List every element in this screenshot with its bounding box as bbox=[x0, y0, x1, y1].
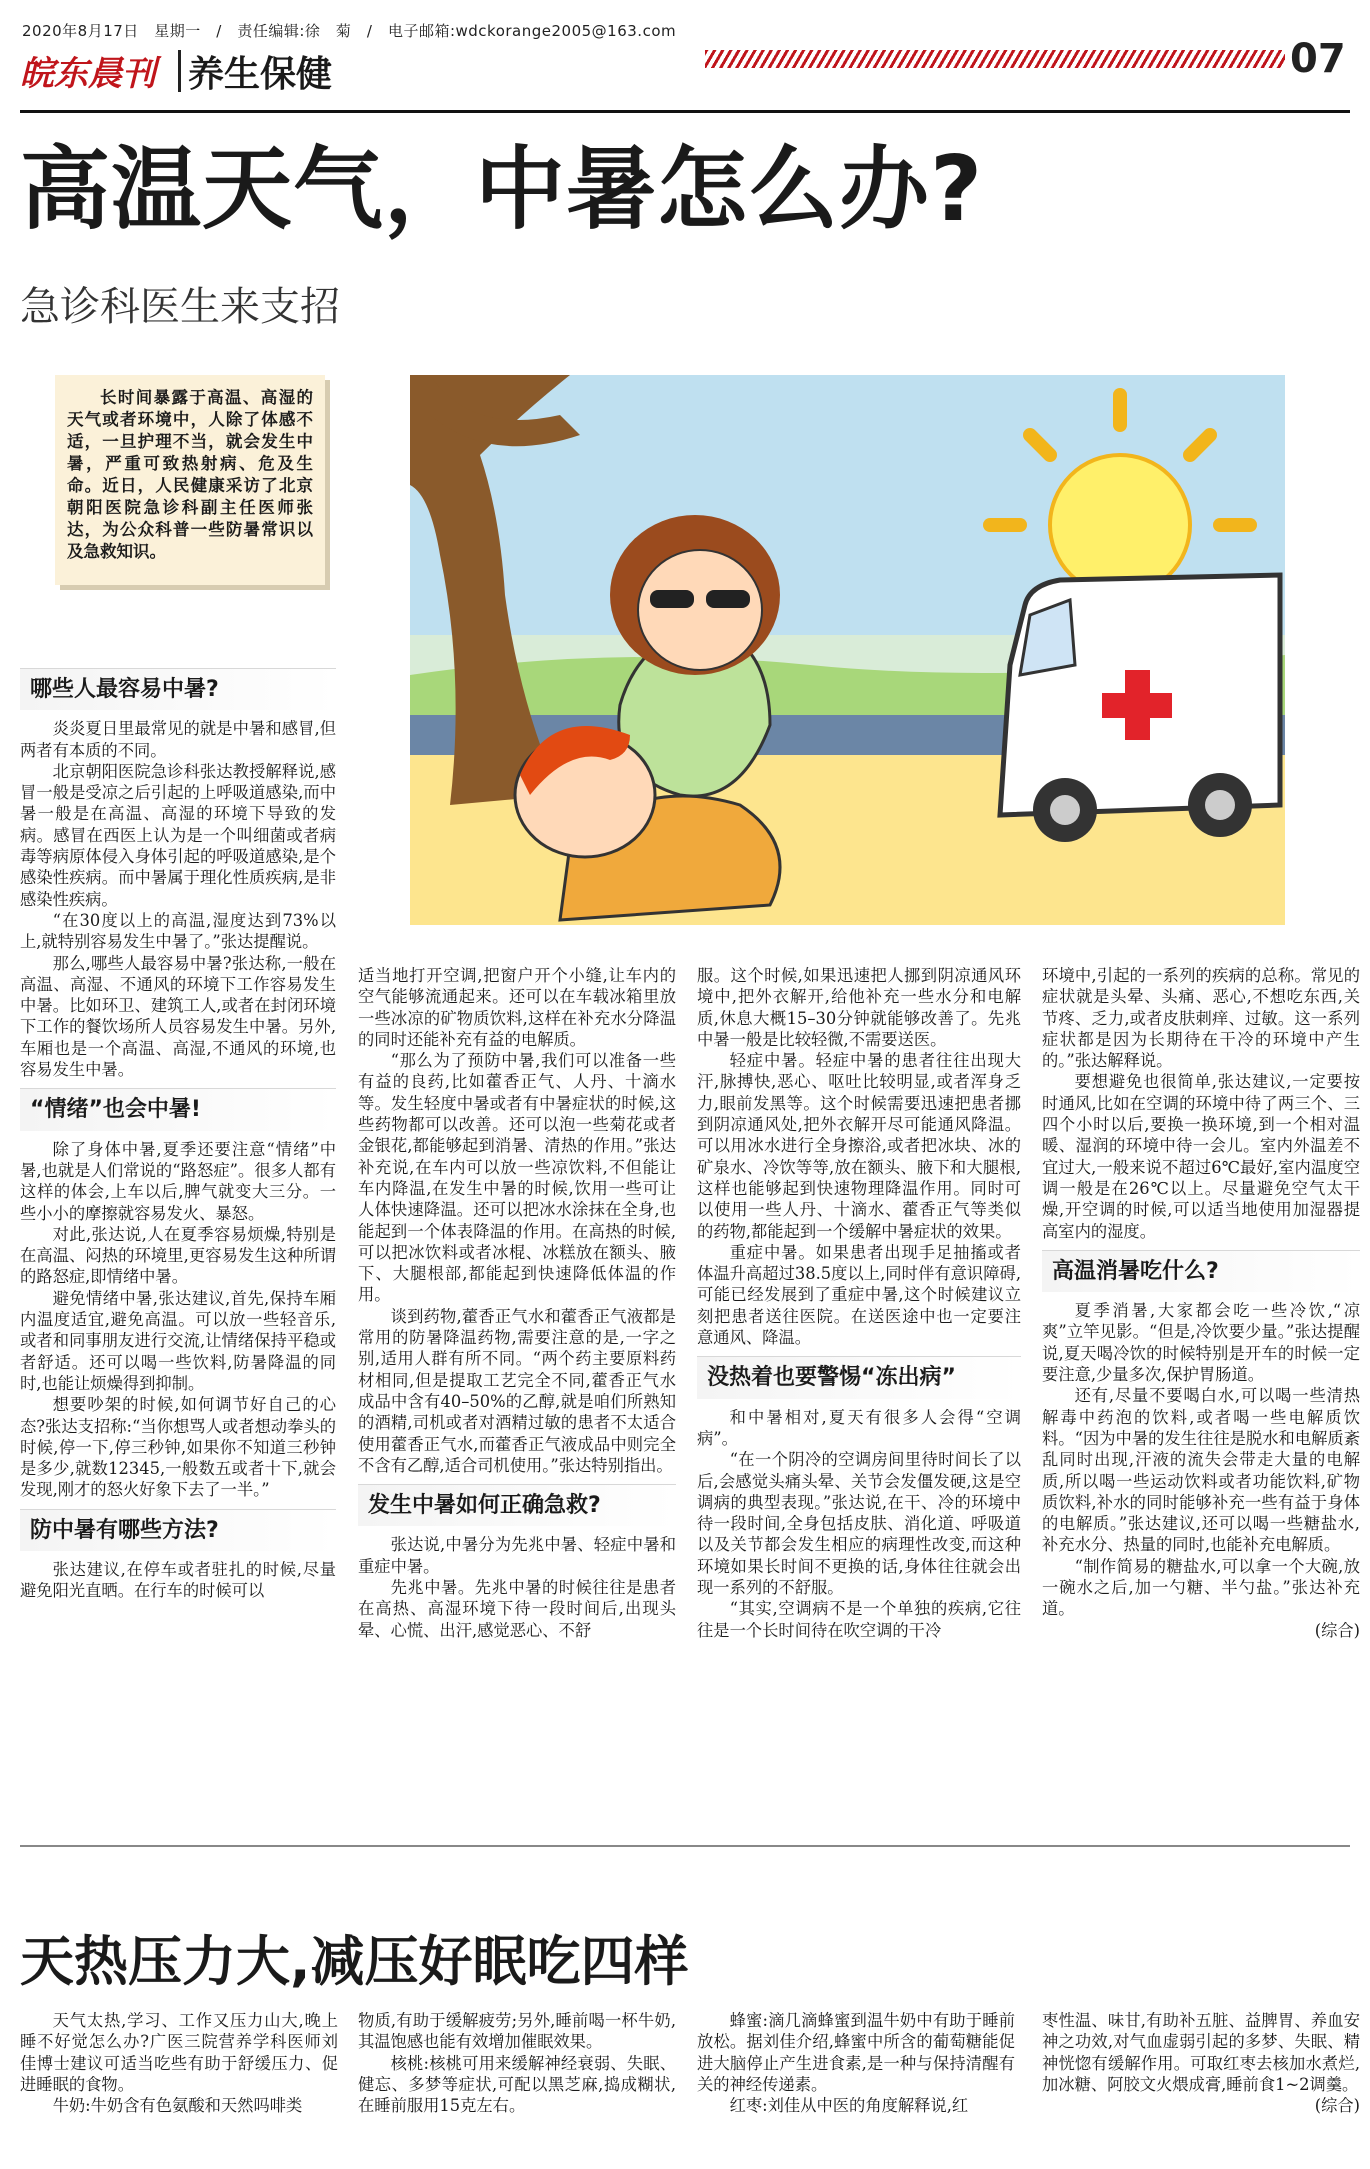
paragraph: 红枣:刘佳从中医的角度解释说,红 bbox=[729, 2096, 969, 2116]
article-headline: 高温天气，中暑怎么办? bbox=[20, 137, 984, 242]
paragraph: 环境中,引起的一系列的疾病的总称。常见的症状就是头晕、头痛、恶心,不想吃东西,关节疼、乏力,或者皮肤刺痒、过敏。这一系列症状都是因为长期待在干冷的环境中产生的。”张达解释说。 bbox=[1042, 966, 1360, 1071]
article2-column-2 bbox=[358, 2010, 676, 2116]
paragraph: 天气太热,学习、工作又压力山大,晚上睡不好觉怎么办?广医三院营养学科医师刘佳博士建议可适当吃些有助于舒缓压力、促进睡眠的食物。 bbox=[20, 2011, 338, 2094]
source-note: (综合) bbox=[1314, 1620, 1360, 1640]
top-rule bbox=[20, 110, 1350, 113]
paragraph: 先兆中暑。先兆中暑的时候往往是患者在高热、高湿环境下待一段时间后,出现头晕、心慌、出汗,感觉恶心、不舒 bbox=[358, 1578, 676, 1640]
article2-column-3 bbox=[697, 2010, 1015, 2116]
article-divider bbox=[20, 1845, 1350, 1847]
article-column-2 bbox=[358, 965, 676, 1641]
source-note: (综合) bbox=[1314, 2096, 1360, 2116]
paragraph: 想要吵架的时候,如何调节好自己的心态?张达支招称:“当你想骂人或者想动拳头的时候,停一下,停三秒钟,如果你不知道三秒钟是多少,就数12345,一般数五或者十下,就会发现,刚才的怒火好象下去了一半。” bbox=[20, 1395, 336, 1500]
masthead-stripe-bar bbox=[705, 50, 1285, 68]
paragraph: “在30度以上的高温,湿度达到73%以上,就特别容易发生中暑了。”张达提醒说。 bbox=[20, 910, 336, 952]
page-number: 07 bbox=[1290, 36, 1346, 82]
paragraph: 适当地打开空调,把窗户开个小缝,让车内的空气能够流通起来。还可以在车载冰箱里放一些冰凉的矿物质饮料,这样在补充水分降温的同时还能补充有益的电解质。 bbox=[358, 966, 676, 1049]
paragraph: 那么,哪些人最容易中暑?张达称,一般在高温、高湿、不通风的环境下工作容易发生中暑。比如环卫、建筑工人,或者在封闭环境下工作的餐饮场所人员容易发生中暑。另外,车厢也是一个高温、高湿,不通风的环境,也容易发生中暑。 bbox=[20, 953, 336, 1080]
article2-column-4 bbox=[1042, 2010, 1360, 2116]
paragraph: 炎炎夏日里最常见的就是中暑和感冒,但两者有本质的不同。 bbox=[20, 719, 336, 760]
article2-headline: 天热压力大,减压好眠吃四样 bbox=[20, 1930, 689, 1993]
section-heading-emotion: “情绪”也会中暑! bbox=[20, 1088, 336, 1130]
article-column-1 bbox=[20, 660, 336, 1602]
article2-column-1 bbox=[20, 2010, 338, 2116]
ambulance-icon bbox=[1000, 575, 1280, 842]
paragraph: 重症中暑。如果患者出现手足抽搐或者体温升高超过38.5度以上,同时伴有意识障碍,可能已经发展到了重症中暑,这个时候建议立刻把患者送往医院。在送医途中也一定要注意通风、降温。 bbox=[697, 1242, 1021, 1348]
paragraph: “其实,空调病不是一个单独的疾病,它往往是一个长时间待在吹空调的干冷 bbox=[697, 1599, 1021, 1640]
paragraph: 还有,尽量不要喝白水,可以喝一些清热解毒中药泡的饮料,或者喝一些电解质饮料。“因为中暑的发生往往是脱水和电解质紊乱同时出现,汗液的流失会带走大量的电解质,所以喝一些运动饮料或者功能饮料,矿物质饮料,补水的同时能够补充一些有益于身体的电解质。”张达建议,还可以喝一些糖盐水,补充水分、热量的同时,也能补充电解质。 bbox=[1042, 1386, 1360, 1555]
paragraph: 北京朝阳医院急诊科张达教授解释说,感冒一般是受凉之后引起的上呼吸道感染,而中暑一般是在高温、高湿的环境下导致的发病。感冒在西医上认为是一个叫细菌或者病毒等病原体侵入身体引起的呼吸道感染,是个感染性疾病。而中暑属于理化性质疾病,是非感染性疾病。 bbox=[20, 761, 336, 909]
paragraph: “制作简易的糖盐水,可以拿一个大碗,放一碗水之后,加一勺糖、半勺盐。”张达补充道。 bbox=[1042, 1556, 1360, 1619]
paragraph: 轻症中暑。轻症中暑的患者往往出现大汗,脉搏快,恶心、呕吐比较明显,或者浑身乏力,眼前发黑等。这个时候需要迅速把患者挪到阴凉通风处,把外衣解开尽可能通风降温。可以用冰水进行全身擦浴,或者把冰块、冰的矿泉水、冷饮等等,放在额头、腋下和大腿根,这样也能够起到快速物理降温作用。同时可以使用一些人丹、十滴水、藿香正气等类似的药物,都能起到一个缓解中暑症状的效果。 bbox=[697, 1051, 1021, 1241]
article-column-4 bbox=[1042, 965, 1360, 1641]
section-heading-prevention: 防中暑有哪些方法? bbox=[20, 1509, 336, 1551]
paragraph: “在一个阴冷的空调房间里待时间长了以后,会感觉头痛头晕、关节会发僵发硬,这是空调病的典型表现。”张达说,在干、冷的环境中待一段时间,全身包括皮肤、消化道、呼吸道以及关节都会发生相应的病理性改变,而这种环境如果长时间不更换的话,身体往往就会出现一系列的不舒服。 bbox=[697, 1450, 1021, 1598]
article-subhead: 急诊科医生来支招 bbox=[20, 284, 340, 330]
paragraph: 服。这个时候,如果迅速把人挪到阴凉通风环境中,把外衣解开,给他补充一些水分和电解质,休息大概15–30分钟就能够改善了。先兆中暑一般是比较轻微,不需要送医。 bbox=[697, 966, 1021, 1049]
paragraph: 物质,有助于缓解疲劳;另外,睡前喝一杯牛奶,其温饱感也能有效增加催眠效果。 bbox=[358, 2011, 676, 2052]
masthead-date-line: 2020年8月17日 星期一 / 责任编辑:徐 菊 / 电子邮箱:wdckorange2005@163.com bbox=[22, 22, 677, 40]
paragraph: 对此,张达说,人在夏季容易烦燥,特别是在高温、闷热的环境里,更容易发生这种所谓的路怒症,即情绪中暑。 bbox=[20, 1224, 336, 1287]
paragraph: 夏季消暑,大家都会吃一些冷饮,“凉爽”立竿见影。“但是,冷饮要少量。”张达提醒说,夏天喝冷饮的时候特别是开车的时候一定要注意,少量多次,保护胃肠道。 bbox=[1042, 1301, 1360, 1385]
paragraph: 要想避免也很简单,张达建议,一定要按时通风,比如在空调的环境中待了两三个、三四个小时以后,要换一换环境,到一个相对温暖、湿润的环境中待一会儿。室内外温差不宜过大,一般来说不超过6℃最好,室内温度空调一般是在26℃以上。尽量避免空气太干燥,开空调的时候,可以适当地使用加湿器提高室内的湿度。 bbox=[1042, 1072, 1360, 1241]
heatstroke-illustration bbox=[410, 375, 1285, 925]
section-title: 养生保健 bbox=[188, 54, 333, 95]
intro-box: 长时间暴露于高温、高湿的天气或者环境中，人除了体感不适，一旦护理不当，就会发生中暑，严重可致热射病、危及生命。近日，人民健康采访了北京朝阳医院急诊科副主任医师张达，为公众科普一些防暑常识以及急救知识。 bbox=[55, 375, 325, 585]
paragraph: 和中暑相对,夏天有很多人会得“空调病”。 bbox=[697, 1407, 1021, 1448]
newspaper-logo: 皖东晨刊 bbox=[20, 54, 156, 94]
paragraph: 核桃:核桃可用来缓解神经衰弱、失眠、健忘、多梦等症状,可配以黑芝麻,捣成糊状,在睡前服用15克左右。 bbox=[358, 2053, 676, 2116]
section-heading-food: 高温消暑吃什么? bbox=[1042, 1250, 1360, 1292]
paragraph: 除了身体中暑,夏季还要注意“情绪”中暑,也就是人们常说的“路怒症”。很多人都有这样的体会,上车以后,脾气就变大三分。一些小小的摩擦就容易发火、暴怒。 bbox=[20, 1139, 336, 1223]
paragraph: 蜂蜜:滴几滴蜂蜜到温牛奶中有助于睡前放松。据刘佳介绍,蜂蜜中所含的葡萄糖能促进大脑停止产生进食素,是一种与保持清醒有关的神经传递素。 bbox=[697, 2011, 1015, 2094]
section-heading-ac-sickness: 没热着也要警惕“冻出病” bbox=[697, 1356, 1021, 1398]
paragraph: 张达说,中暑分为先兆中暑、轻症中暑和重症中暑。 bbox=[358, 1535, 676, 1576]
masthead-divider bbox=[178, 50, 181, 92]
paragraph: 牛奶:牛奶含有色氨酸和天然吗啡类 bbox=[52, 2096, 303, 2116]
paragraph: “那么为了预防中暑,我们可以准备一些有益的良药,比如藿香正气、人丹、十滴水等。发生轻度中暑或者有中暑症状的时候,这些药物都可以改善。还可以泡一些菊花或者金银花,都能够起到消暑、清热的作用。”张达补充说,在车内可以放一些凉饮料,不但能让车内降温,在发生中暑的时候,饮用一些可让人体快速降温。还可以把冰水涂抹在全身,也能起到一个体表降温的作用。在高热的时候,可以把冰饮料或者冰棍、冰糕放在额头、腋下、大腿根部,都能起到快速降低体温的作用。 bbox=[358, 1051, 676, 1305]
paragraph: 枣性温、味甘,有助补五脏、益脾胃、养血安神之功效,对气血虚弱引起的多梦、失眠、精神恍惚有缓解作用。可取红枣去核加水煮烂,加冰糖、阿胶文火煨成膏,睡前食1~2调羹。 bbox=[1042, 2011, 1360, 2094]
section-heading-first-aid: 发生中暑如何正确急救? bbox=[358, 1484, 676, 1526]
section-heading-who: 哪些人最容易中暑? bbox=[20, 668, 336, 710]
article-column-3 bbox=[697, 965, 1021, 1641]
paragraph: 避免情绪中暑,张达建议,首先,保持车厢内温度适宜,避免高温。可以放一些轻音乐,或者和同事朋友进行交流,让情绪保持平稳或者舒适。还可以喝一些饮料,防暑降温的同时,也能让烦燥得到抑制。 bbox=[20, 1288, 336, 1393]
paragraph: 谈到药物,藿香正气水和藿香正气液都是常用的防暑降温药物,需要注意的是,一字之别,适用人群有所不同。“两个药主要原料药材相同,但是提取工艺完全不同,藿香正气水成品中含有40–50%的乙醇,就是咱们所熟知的酒精,司机或者对酒精过敏的患者不太适合使用藿香正气水,而藿香正气液成品中则完全不含有乙醇,适合司机使用。”张达特别指出。 bbox=[358, 1306, 676, 1475]
paragraph: 张达建议,在停车或者驻扎的时候,尽量避免阳光直晒。在行车的时候可以 bbox=[20, 1559, 336, 1601]
